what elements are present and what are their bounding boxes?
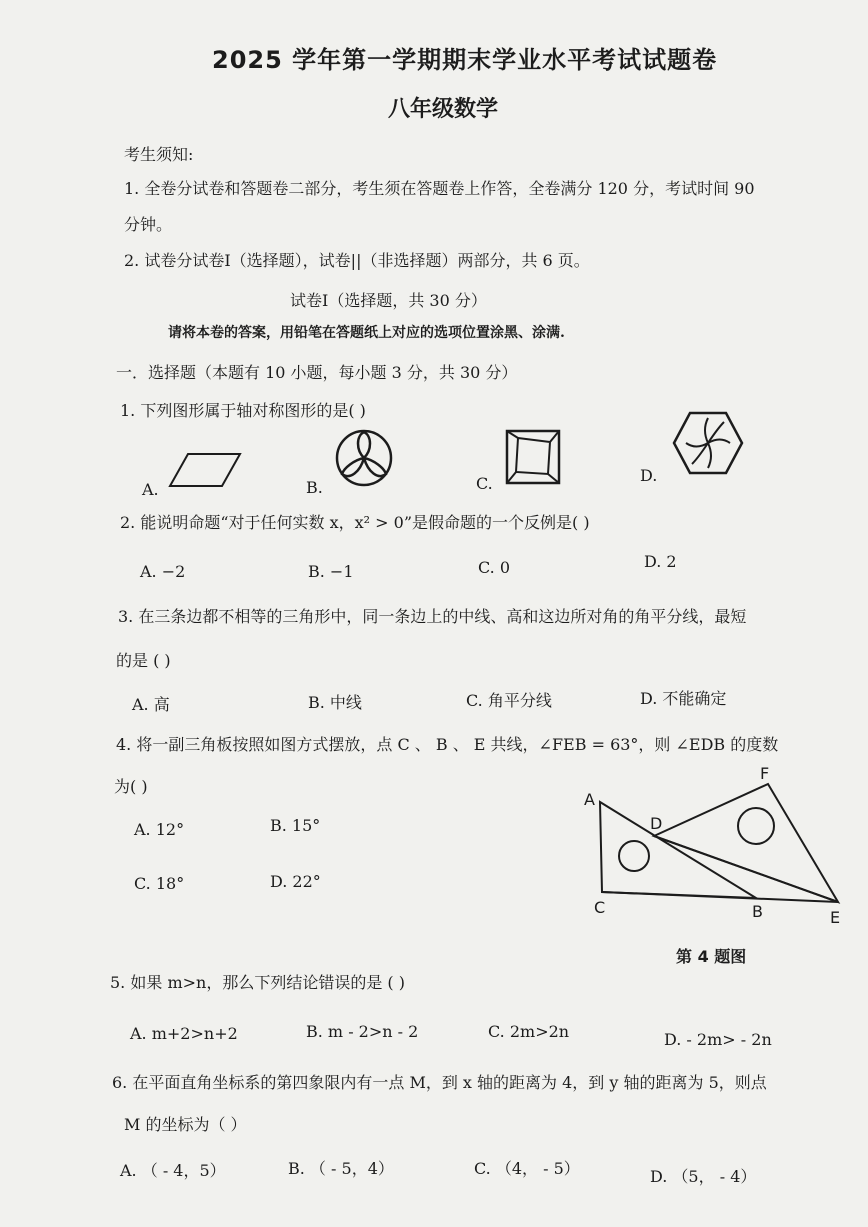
q6-option-a: A. （ - 4，5） xyxy=(120,1161,226,1180)
q4-figure-caption: 第 4 题图 xyxy=(676,947,747,966)
q2-stem: 2. 能说明命题“对于任何实数 x，x² > 0”是假命题的一个反例是( ) xyxy=(120,513,590,532)
q3-stem-cont: 的是 ( ) xyxy=(116,651,171,670)
part-heading: 一．选择题（本题有 10 小题，每小题 3 分，共 30 分） xyxy=(116,363,518,382)
q4-triangle-figure xyxy=(578,760,848,930)
square-pinwheel-icon xyxy=(504,428,562,486)
q3-option-d: D. 不能确定 xyxy=(640,689,727,708)
notice-item-2: 2. 试卷分试卷Ⅰ（选择题），试卷||（非选择题）两部分，共 6 页。 xyxy=(124,251,590,270)
hexagon-pinwheel-icon xyxy=(672,410,744,476)
q5-option-a: A. m+2>n+2 xyxy=(130,1024,238,1043)
q3-option-c: C. 角平分线 xyxy=(466,691,552,710)
q4-option-b: B. 15° xyxy=(270,816,321,835)
section-instruction: 请将本卷的答案，用铅笔在答题纸上对应的选项位置涂黑、涂满. xyxy=(168,325,565,341)
q2-option-c: C. 0 xyxy=(478,558,511,577)
q1-option-a-label: A. xyxy=(142,480,159,499)
q3-stem: 3. 在三条边都不相等的三角形中，同一条边上的中线、高和这边所对角的角平分线，最短 xyxy=(118,607,747,626)
q5-option-c: C. 2m>2n xyxy=(488,1022,570,1041)
q4-point-e: E xyxy=(830,908,841,927)
q4-option-a: A. 12° xyxy=(134,820,185,839)
notice-item-1: 1. 全卷分试卷和答题卷二部分，考生须在答题卷上作答，全卷满分 120 分，考试时间 90 xyxy=(124,179,755,198)
q6-stem: 6. 在平面直角坐标系的第四象限内有一点 M，到 x 轴的距离为 4，到 y 轴的距离为 5，则点 xyxy=(112,1073,767,1092)
q1-option-b-label: B. xyxy=(306,478,323,497)
q5-option-b: B. m - 2>n - 2 xyxy=(306,1022,419,1041)
q1-stem: 1. 下列图形属于轴对称图形的是( ) xyxy=(120,401,366,420)
q4-stem-cont: 为( ) xyxy=(114,777,148,796)
q5-stem: 5. 如果 m>n，那么下列结论错误的是 ( ) xyxy=(110,973,405,992)
q2-option-a: A. −2 xyxy=(140,562,186,581)
q4-stem: 4. 将一副三角板按照如图方式摆放，点 C 、 B 、 E 共线，∠FEB = 63°，则 ∠EDB 的度数 xyxy=(116,735,779,754)
q3-option-a: A. 高 xyxy=(132,695,170,714)
q2-option-b: B. −1 xyxy=(308,562,354,581)
q6-option-c: C. （4， - 5） xyxy=(474,1159,580,1178)
q4-point-c: C xyxy=(594,898,606,917)
q2-option-d: D. 2 xyxy=(644,552,677,571)
q3-option-b: B. 中线 xyxy=(308,693,362,712)
q4-option-d: D. 22° xyxy=(270,872,321,891)
q4-point-a: A xyxy=(584,790,595,809)
q6-option-b: B. （ - 5，4） xyxy=(288,1159,394,1178)
q1-option-d-label: D. xyxy=(640,466,658,485)
q5-option-d: D. - 2m> - 2n xyxy=(664,1030,772,1049)
circle-three-arcs-icon xyxy=(334,428,394,488)
exam-subtitle: 八年级数学 xyxy=(388,97,499,122)
section-title: 试卷Ⅰ（选择题，共 30 分） xyxy=(290,291,487,310)
q6-stem-cont: M 的坐标为（ ） xyxy=(124,1115,247,1134)
notice-item-1-cont: 分钟。 xyxy=(124,215,173,234)
q4-point-b: B xyxy=(752,902,763,921)
q4-point-d: D xyxy=(650,814,663,833)
notice-heading: 考生须知: xyxy=(124,145,194,164)
q4-option-c: C. 18° xyxy=(134,874,185,893)
q4-point-f: F xyxy=(760,764,770,783)
q1-option-c-label: C. xyxy=(476,474,493,493)
exam-title: 2025 学年第一学期期末学业水平考试试题卷 xyxy=(212,46,718,74)
q6-option-d: D. （5， - 4） xyxy=(650,1167,757,1186)
parallelogram-icon xyxy=(168,448,244,492)
